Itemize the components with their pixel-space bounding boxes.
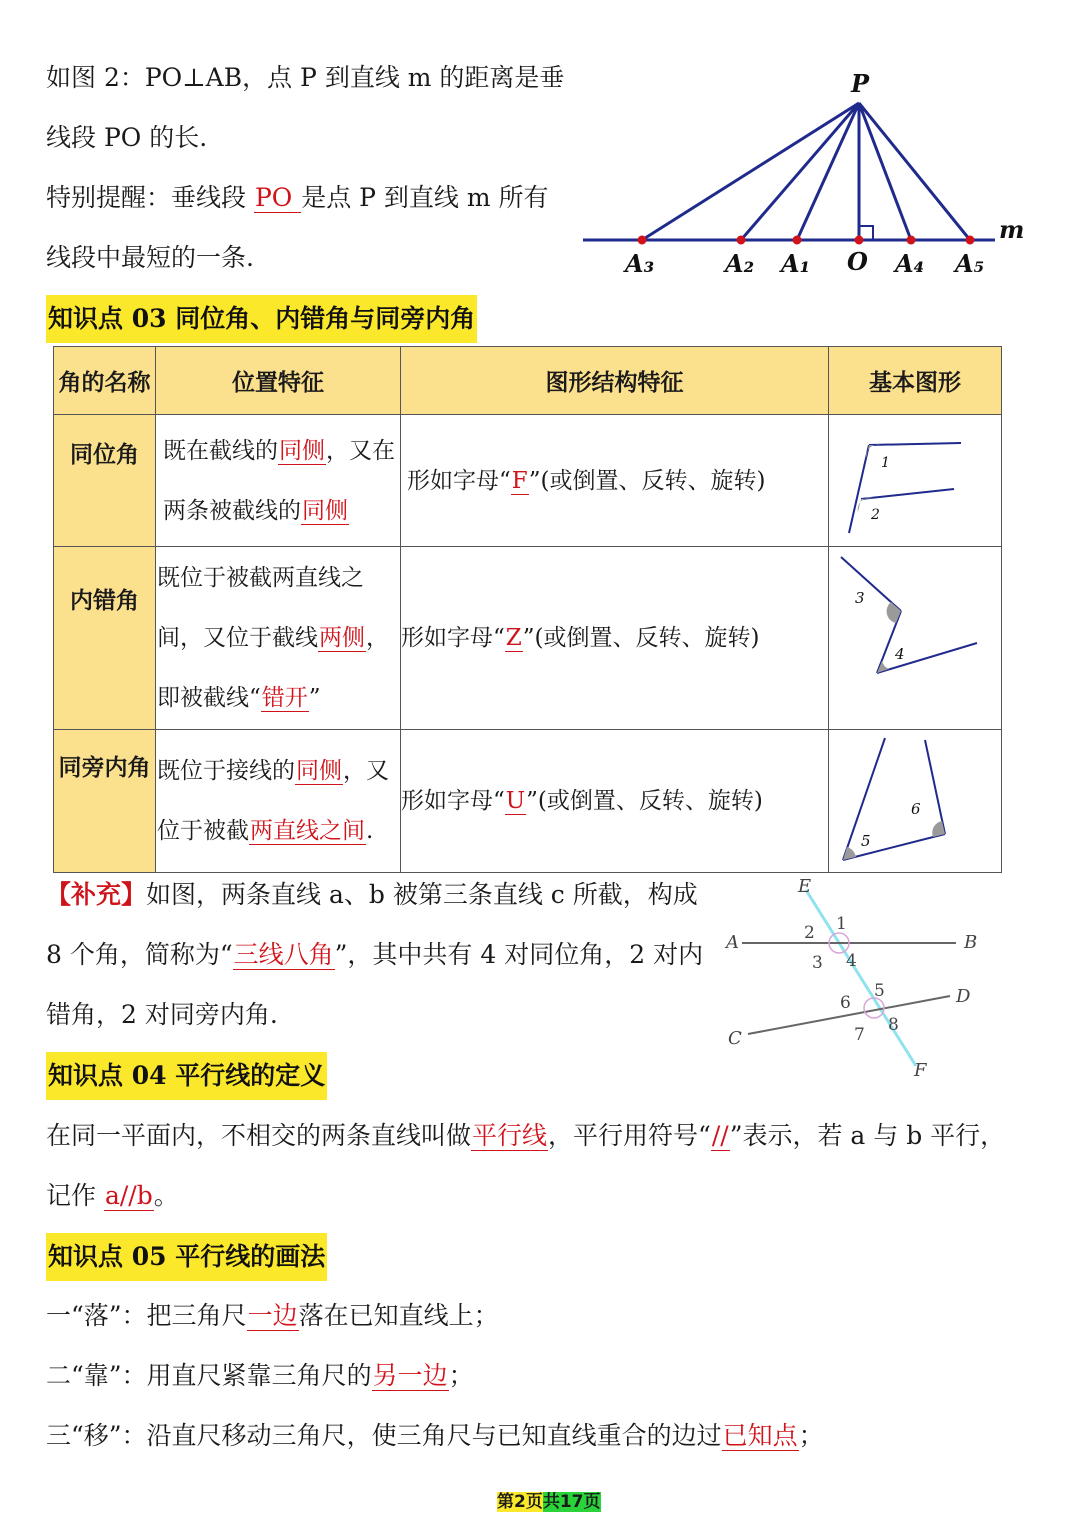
svg-text:4: 4 bbox=[846, 951, 857, 971]
kp05-step1: 一“落”：把三角尺一边落在已知直线上； bbox=[46, 1301, 499, 1330]
supplement-line2: 8 个角，简称为“三线八角”，其中共有 4 对同位角，2 对内 bbox=[46, 940, 704, 969]
svg-text:6: 6 bbox=[840, 993, 851, 1013]
po-reminder-post: 是点 P 到直线 m 所有 bbox=[301, 183, 549, 212]
svg-text:A: A bbox=[726, 932, 739, 953]
row-position-cell bbox=[156, 547, 401, 730]
svg-text:3: 3 bbox=[855, 589, 865, 607]
kp04-line1: 在同一平面内，不相交的两条直线叫做平行线，平行用符号“//”表示，若 a 与 b 平行， bbox=[46, 1121, 1006, 1150]
row-structure-cell bbox=[401, 730, 829, 873]
label-a2: A₂ bbox=[725, 249, 755, 278]
supplement-line1 bbox=[46, 865, 698, 925]
table-row bbox=[54, 730, 1002, 873]
supplement-tag: 【补充】 bbox=[46, 880, 147, 909]
segment-pa2 bbox=[741, 103, 859, 240]
svg-text:F: F bbox=[914, 1060, 927, 1081]
header-position: 位置特征 bbox=[156, 347, 401, 415]
position-line: 既位于接线的同侧，又 bbox=[157, 758, 389, 784]
position-line: 位于被截两直线之间. bbox=[157, 818, 374, 844]
svg-text:7: 7 bbox=[854, 1025, 865, 1045]
svg-text:3: 3 bbox=[812, 953, 823, 973]
structure-text: 形如字母“F”(或倒置、反转、旋转) bbox=[407, 467, 766, 494]
segment-pa4 bbox=[859, 103, 911, 240]
svg-text:1: 1 bbox=[836, 914, 847, 934]
table-row bbox=[54, 415, 1002, 547]
label-a1: A₁ bbox=[781, 249, 811, 278]
supplement-line3: 错角，2 对同旁内角. bbox=[46, 1000, 278, 1029]
segment-pa5 bbox=[859, 103, 970, 240]
po-reminder-answer: PO bbox=[254, 183, 301, 212]
perpendicular-figure bbox=[575, 60, 1035, 290]
table-header-row bbox=[54, 347, 1002, 415]
structure-text: 形如字母“U”(或倒置、反转、旋转) bbox=[401, 788, 763, 814]
kp04-answer-symbol: // bbox=[711, 1121, 729, 1150]
label-a3: A₃ bbox=[625, 249, 655, 278]
three-lines-eight-angles-figure bbox=[720, 872, 990, 1082]
u-shape-figure bbox=[829, 730, 999, 866]
kp04-answer-parallel: 平行线 bbox=[472, 1121, 548, 1150]
svg-text:2: 2 bbox=[804, 923, 815, 943]
po-reminder-pre: 特别提醒：垂线段 bbox=[46, 183, 254, 212]
page-total: 共17页 bbox=[542, 1492, 601, 1512]
kp05-step3: 三“移”：沿直尺移动三角尺，使三角尺与已知直线重合的边过已知点； bbox=[46, 1421, 824, 1450]
row-figure-cell bbox=[829, 415, 1002, 547]
kp04-line2: 记作 a//b。 bbox=[46, 1181, 179, 1210]
row-name: 同位角 bbox=[70, 441, 139, 468]
row-figure-cell bbox=[829, 730, 1002, 873]
row-position-cell bbox=[156, 730, 401, 873]
svg-text:8: 8 bbox=[888, 1015, 899, 1035]
svg-text:1: 1 bbox=[881, 455, 890, 471]
row-name: 内错角 bbox=[70, 587, 139, 614]
position-line: 间，又位于截线两侧， bbox=[157, 625, 389, 651]
row-name-cell bbox=[54, 415, 156, 547]
po-text-line4: 线段中最短的一条. bbox=[46, 243, 254, 272]
row-structure-cell bbox=[401, 415, 829, 547]
kp04-heading: 知识点 04 平行线的定义 bbox=[46, 1052, 327, 1100]
kp04-answer-notation: a//b bbox=[104, 1181, 153, 1210]
svg-text:6: 6 bbox=[911, 800, 921, 818]
row-name-cell bbox=[54, 730, 156, 873]
row-structure-cell bbox=[401, 547, 829, 730]
svg-text:C: C bbox=[728, 1028, 742, 1049]
position-line: 既在截线的同侧，又在 bbox=[163, 437, 395, 464]
label-m: m bbox=[999, 215, 1025, 244]
kp05-step2: 二“靠”：用直尺紧靠三角尺的另一边； bbox=[46, 1361, 474, 1390]
header-structure: 图形结构特征 bbox=[401, 347, 829, 415]
svg-text:4: 4 bbox=[895, 645, 905, 663]
label-o: O bbox=[847, 247, 868, 276]
position-line: 既位于被截两直线之 bbox=[157, 565, 364, 591]
kp05-heading: 知识点 05 平行线的画法 bbox=[46, 1233, 327, 1281]
label-a4: A₄ bbox=[895, 249, 925, 278]
svg-text:5: 5 bbox=[861, 832, 871, 850]
f-shape-figure bbox=[829, 415, 999, 540]
po-text-line2: 线段 PO 的长. bbox=[46, 123, 208, 152]
label-a5: A₅ bbox=[955, 249, 985, 278]
po-text-line3 bbox=[46, 168, 549, 228]
supplement-answer: 三线八角 bbox=[233, 940, 334, 969]
svg-text:5: 5 bbox=[874, 981, 885, 1001]
angle-table bbox=[53, 346, 1002, 873]
page-number bbox=[497, 1487, 601, 1512]
position-line: 即被截线“错开” bbox=[157, 685, 321, 711]
row-figure-cell bbox=[829, 547, 1002, 730]
kp03-heading: 知识点 03 同位角、内错角与同旁内角 bbox=[46, 295, 477, 343]
structure-text: 形如字母“Z”(或倒置、反转、旋转) bbox=[401, 625, 760, 651]
z-shape-figure bbox=[829, 547, 999, 723]
svg-text:D: D bbox=[956, 986, 971, 1007]
label-p: P bbox=[851, 69, 870, 98]
row-name: 同旁内角 bbox=[58, 754, 151, 781]
table-row bbox=[54, 547, 1002, 730]
page-current: 第2页 bbox=[497, 1492, 543, 1512]
po-text-line1: 如图 2：PO⊥AB，点 P 到直线 m 的距离是垂 bbox=[46, 63, 565, 92]
row-position-cell bbox=[156, 415, 401, 547]
header-basic-figure: 基本图形 bbox=[829, 347, 1002, 415]
svg-text:E: E bbox=[798, 876, 812, 897]
supplement-text: 如图，两条直线 a、b 被第三条直线 c 所截，构成 bbox=[146, 880, 698, 909]
position-line: 两条被截线的同侧 bbox=[163, 497, 348, 524]
row-name-cell bbox=[54, 547, 156, 730]
svg-text:2: 2 bbox=[871, 507, 880, 523]
svg-text:B: B bbox=[964, 932, 978, 953]
header-angle-name: 角的名称 bbox=[54, 347, 156, 415]
